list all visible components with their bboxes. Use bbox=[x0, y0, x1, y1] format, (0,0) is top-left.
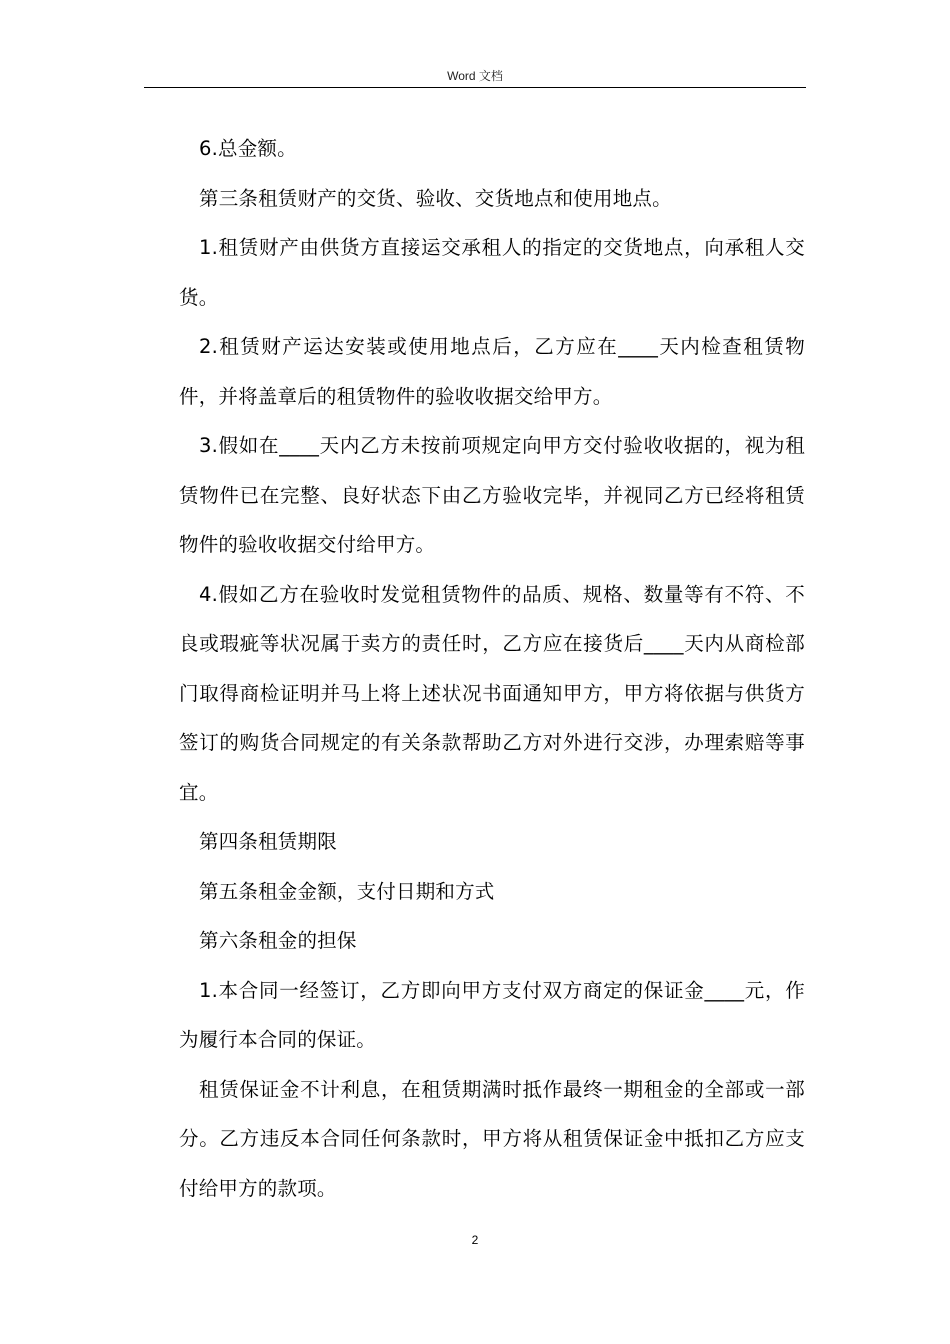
page-number: 2 bbox=[471, 1233, 479, 1247]
paragraph-article-3-title: 第三条租赁财产的交货、验收、交货地点和使用地点。 bbox=[199, 186, 672, 210]
paragraph-article-4-title: 第四条租赁期限 bbox=[199, 830, 337, 853]
document-header-title: Word 文档 bbox=[447, 69, 503, 83]
paragraph-total-amount: 6.总金额。 bbox=[199, 137, 297, 160]
paragraph-article-6-title: 第六条租金的担保 bbox=[199, 929, 357, 952]
paragraph-article-3-item-1: 1.租赁财产由供货方直接运交承租人的指定的交货地点，向承租人交货。 bbox=[179, 236, 805, 309]
header-divider bbox=[144, 87, 806, 88]
paragraph-deposit-terms: 租赁保证金不计利息，在租赁期满时抵作最终一期租金的全部或一部分。乙方违反本合同任何条款时，甲方将从租赁保证金中抵扣乙方应支付给甲方的款项。 bbox=[179, 1077, 805, 1200]
paragraph-article-3-item-2: 2.租赁财产运达安装或使用地点后，乙方应在____天内检查租赁物件，并将盖章后的租赁物件的验收收据交给甲方。 bbox=[179, 335, 805, 408]
document-body bbox=[179, 124, 805, 1213]
paragraph-article-3-item-4: 4.假如乙方在验收时发觉租赁物件的品质、规格、数量等有不符、不良或瑕疵等状况属于卖方的责任时，乙方应在接货后____天内从商检部门取得商检证明并马上将上述状况书面通知甲方，甲方将依据与供货方签订的购货合同规定的有关条款帮助乙方对外进行交涉，办理索赔等事宜。 bbox=[179, 582, 805, 804]
paragraph-article-6-item-1: 1.本合同一经签订，乙方即向甲方支付双方商定的保证金____元，作为履行本合同的保证。 bbox=[179, 978, 805, 1051]
paragraph-article-5-title: 第五条租金金额，支付日期和方式 bbox=[199, 879, 495, 903]
paragraph-article-3-item-3: 3.假如在____天内乙方未按前项规定向甲方交付验收收据的，视为租赁物件已在完整、良好状态下由乙方验收完毕，并视同乙方已经将租赁物件的验收收据交付给甲方。 bbox=[179, 434, 805, 556]
